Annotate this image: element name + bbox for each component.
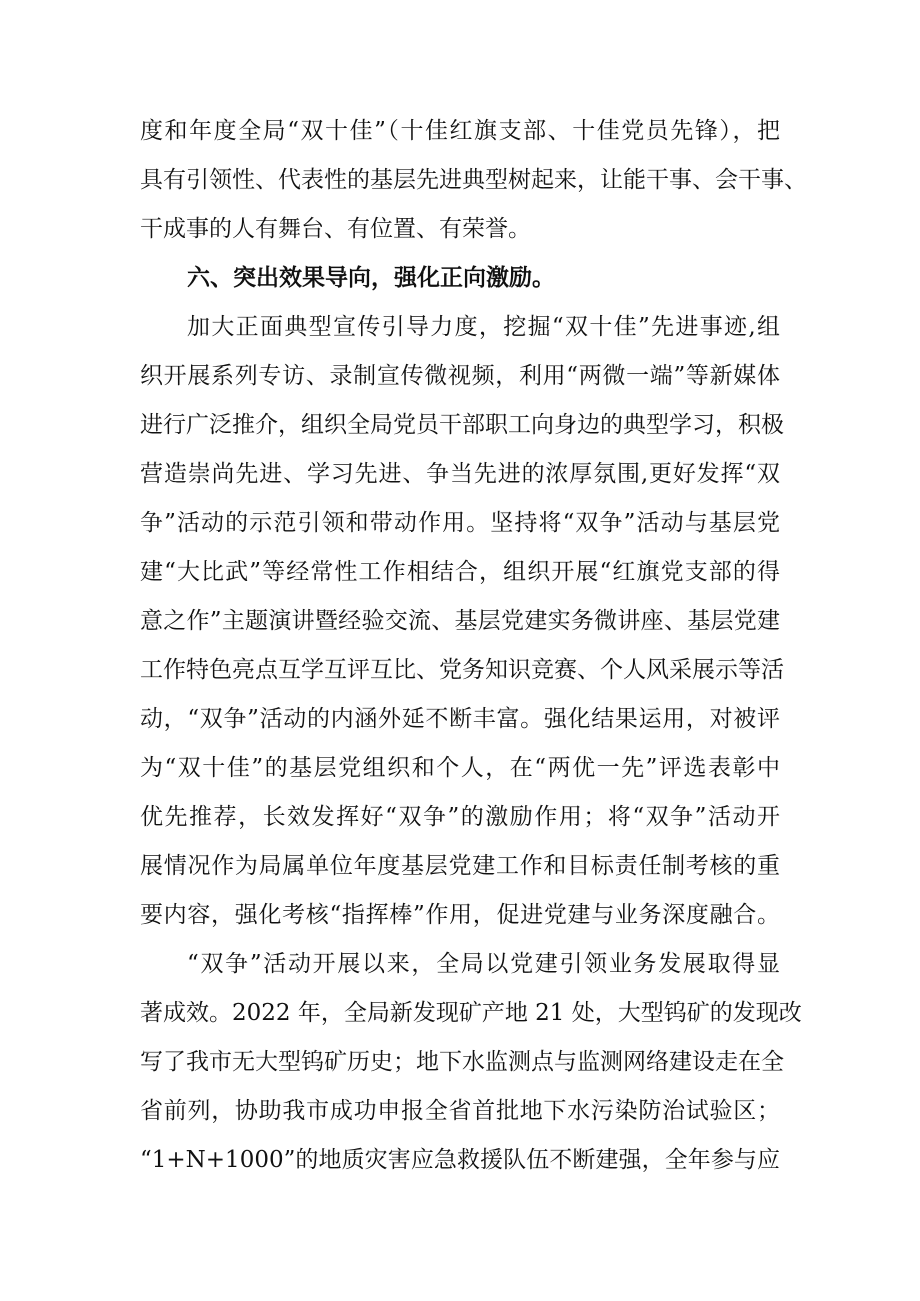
paragraph-1-line-2: 具有引领性、代表性的基层先进典型树起来，让能干事、会干事、 <box>140 167 807 193</box>
paragraph-2-line-5: 争”活动的示范引领和带动作用。坚持将“双争”活动与基层党 <box>140 510 780 536</box>
paragraph-2-line-4: 营造崇尚先进、学习先进、争当先进的浓厚氛围,更好发挥“双 <box>140 461 780 487</box>
paragraph-1-line-3: 干成事的人有舞台、有位置、有荣誉。 <box>140 216 531 242</box>
paragraph-2-line-13: 要内容，强化考核“指挥棒”作用，促进党建与业务深度融合。 <box>140 902 780 928</box>
paragraph-1-line-1: 度和年度全局“双十佳”（十佳红旗支部、十佳党员先锋），把 <box>140 118 780 144</box>
paragraph-2-line-7: 意之作”主题演讲暨经验交流、基层党建实务微讲座、基层党建 <box>140 608 780 634</box>
paragraph-2-line-2: 织开展系列专访、录制宣传微视频，利用“两微一端”等新媒体 <box>140 363 780 389</box>
paragraph-3-line-1: “双争”活动开展以来，全局以党建引领业务发展取得显 <box>187 951 780 977</box>
section-heading: 六、突出效果导向，强化正向激励。 <box>187 265 555 291</box>
paragraph-3-line-5: “1+N+1000”的地质灾害应急救援队伍不断建强，全年参与应 <box>140 1147 780 1173</box>
paragraph-2-line-12: 展情况作为局属单位年度基层党建工作和目标责任制考核的重 <box>140 853 780 879</box>
paragraph-2-line-9: 动，“双争”活动的内涵外延不断丰富。强化结果运用，对被评 <box>140 706 780 732</box>
paragraph-2-line-8: 工作特色亮点互学互评互比、党务知识竞赛、个人风采展示等活 <box>140 657 784 683</box>
paragraph-2-line-1: 加大正面典型宣传引导力度，挖掘“双十佳”先进事迹,组 <box>187 314 780 340</box>
paragraph-2-line-11: 优先推荐，长效发挥好“双争”的激励作用；将“双争”活动开 <box>140 804 780 830</box>
paragraph-2-line-10: 为“双十佳”的基层党组织和个人，在“两优一先”评选表彰中 <box>140 755 780 781</box>
paragraph-3-line-3: 写了我市无大型钨矿历史；地下水监测点与监测网络建设走在全 <box>140 1049 784 1075</box>
paragraph-2-line-6: 建“大比武”等经常性工作相结合，组织开展“红旗党支部的得 <box>140 559 780 585</box>
paragraph-3-line-2: 著成效。2022 年，全局新发现矿产地 21 处，大型钨矿的发现改 <box>140 1000 802 1026</box>
paragraph-2-line-3: 进行广泛推介，组织全局党员干部职工向身边的典型学习，积极 <box>140 412 784 438</box>
paragraph-3-line-4: 省前列，协助我市成功申报全省首批地下水污染防治试验区； <box>140 1098 780 1124</box>
